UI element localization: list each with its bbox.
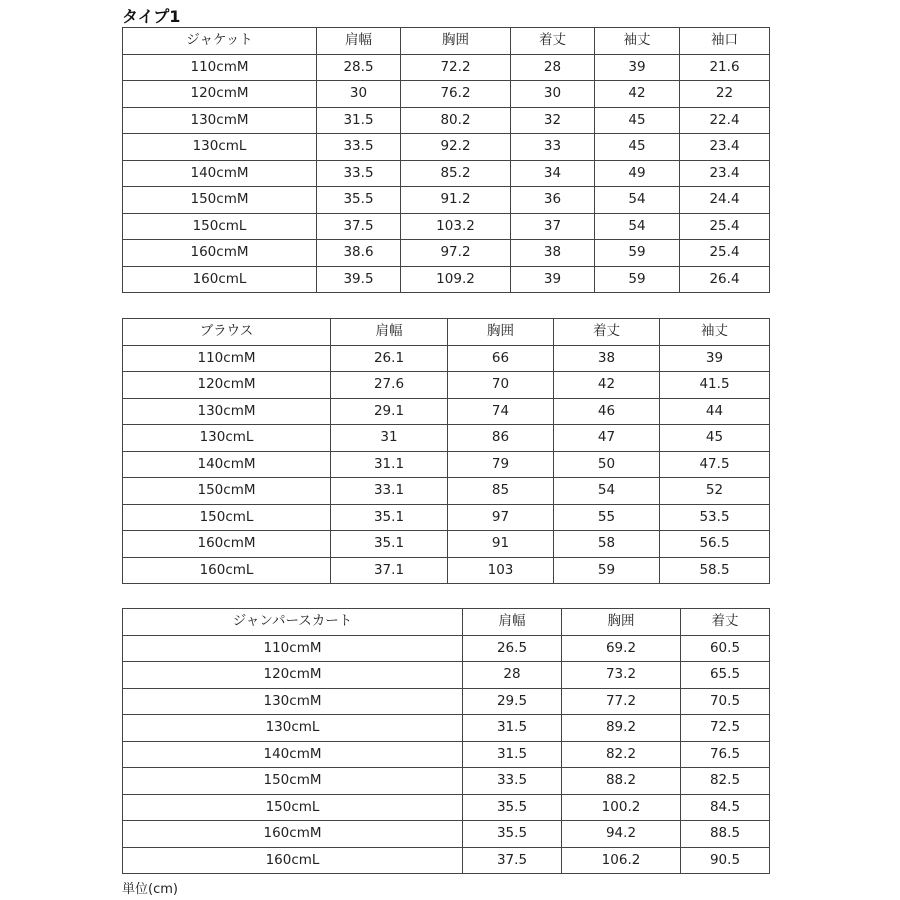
measurement-cell: 22 [680,81,770,108]
measurement-cell: 38.6 [317,240,401,267]
size-label-cell: 160cmL [123,266,317,293]
table-row [123,635,770,662]
measurement-cell: 29.5 [463,688,562,715]
table-row [123,107,770,134]
size-label-cell: 130cmM [123,107,317,134]
measurement-cell: 35.5 [463,821,562,848]
measurement-cell: 66 [448,345,554,372]
size-label-cell: 150cmL [123,794,463,821]
measurement-header: 胸囲 [401,28,511,55]
measurement-header: 肩幅 [463,609,562,636]
measurement-cell: 58.5 [660,557,770,584]
measurement-cell: 45 [595,107,680,134]
table-row [123,425,770,452]
measurement-cell: 31.1 [331,451,448,478]
size-label-cell: 160cmL [123,847,463,874]
measurement-cell: 35.5 [463,794,562,821]
measurement-cell: 37.5 [317,213,401,240]
measurement-cell: 26.4 [680,266,770,293]
measurement-cell: 97.2 [401,240,511,267]
table-row [123,688,770,715]
measurement-cell: 69.2 [562,635,681,662]
measurement-cell: 72.5 [681,715,770,742]
measurement-cell: 47.5 [660,451,770,478]
size-label-cell: 150cmM [123,768,463,795]
size-label-cell: 150cmL [123,504,331,531]
table-row [123,531,770,558]
measurement-cell: 28 [463,662,562,689]
measurement-cell: 23.4 [680,160,770,187]
measurement-header: 肩幅 [331,319,448,346]
measurement-cell: 33.5 [317,160,401,187]
size-label-cell: 160cmM [123,240,317,267]
measurement-cell: 86 [448,425,554,452]
measurement-cell: 72.2 [401,54,511,81]
page-title: タイプ1 [122,7,181,26]
measurement-cell: 56.5 [660,531,770,558]
measurement-cell: 35.5 [317,187,401,214]
size-label-cell: 150cmM [123,478,331,505]
measurement-cell: 103 [448,557,554,584]
table-row [123,794,770,821]
measurement-cell: 37 [511,213,595,240]
table-row [123,160,770,187]
measurement-cell: 38 [554,345,660,372]
measurement-cell: 53.5 [660,504,770,531]
measurement-cell: 42 [554,372,660,399]
measurement-cell: 103.2 [401,213,511,240]
table-row [123,847,770,874]
measurement-header: 着丈 [511,28,595,55]
measurement-cell: 24.4 [680,187,770,214]
measurement-cell: 39 [595,54,680,81]
measurement-cell: 88.5 [681,821,770,848]
measurement-cell: 35.1 [331,531,448,558]
measurement-cell: 31 [331,425,448,452]
table-row [123,134,770,161]
measurement-cell: 55 [554,504,660,531]
measurement-cell: 47 [554,425,660,452]
table-row [123,741,770,768]
measurement-cell: 85.2 [401,160,511,187]
size-label-cell: 140cmM [123,451,331,478]
measurement-cell: 21.6 [680,54,770,81]
measurement-cell: 37.1 [331,557,448,584]
table-row [123,398,770,425]
measurement-cell: 89.2 [562,715,681,742]
measurement-cell: 31.5 [463,715,562,742]
measurement-cell: 97 [448,504,554,531]
measurement-cell: 74 [448,398,554,425]
measurement-cell: 92.2 [401,134,511,161]
measurement-cell: 28.5 [317,54,401,81]
table-row [123,266,770,293]
size-label-cell: 160cmL [123,557,331,584]
size-label-cell: 120cmM [123,372,331,399]
measurement-header: 着丈 [681,609,770,636]
garment-name-header: ジャケット [123,28,317,55]
measurement-cell: 90.5 [681,847,770,874]
measurement-cell: 91 [448,531,554,558]
size-label-cell: 110cmM [123,635,463,662]
measurement-cell: 33.5 [463,768,562,795]
measurement-cell: 50 [554,451,660,478]
measurement-cell: 34 [511,160,595,187]
measurement-cell: 94.2 [562,821,681,848]
measurement-cell: 36 [511,187,595,214]
measurement-cell: 29.1 [331,398,448,425]
table-row [123,768,770,795]
measurement-cell: 60.5 [681,635,770,662]
measurement-cell: 106.2 [562,847,681,874]
measurement-cell: 70.5 [681,688,770,715]
measurement-cell: 25.4 [680,213,770,240]
size-label-cell: 130cmL [123,134,317,161]
measurement-cell: 46 [554,398,660,425]
measurement-cell: 35.1 [331,504,448,531]
measurement-cell: 33 [511,134,595,161]
size-label-cell: 130cmM [123,398,331,425]
measurement-cell: 52 [660,478,770,505]
measurement-cell: 91.2 [401,187,511,214]
measurement-cell: 39.5 [317,266,401,293]
measurement-cell: 33.5 [317,134,401,161]
table-row [123,478,770,505]
measurement-cell: 88.2 [562,768,681,795]
measurement-cell: 70 [448,372,554,399]
measurement-header: 胸囲 [448,319,554,346]
measurement-cell: 54 [554,478,660,505]
measurement-cell: 44 [660,398,770,425]
size-label-cell: 130cmL [123,715,463,742]
measurement-cell: 84.5 [681,794,770,821]
measurement-cell: 31.5 [463,741,562,768]
measurement-cell: 54 [595,187,680,214]
table-header-row [123,28,770,55]
measurement-cell: 39 [511,266,595,293]
measurement-cell: 33.1 [331,478,448,505]
table-row [123,345,770,372]
table-row [123,715,770,742]
measurement-cell: 82.5 [681,768,770,795]
measurement-cell: 77.2 [562,688,681,715]
table-row [123,821,770,848]
table-header-row [123,609,770,636]
measurement-cell: 45 [660,425,770,452]
blouse-size-table [122,318,770,584]
measurement-cell: 31.5 [317,107,401,134]
size-label-cell: 120cmM [123,81,317,108]
size-label-cell: 150cmM [123,187,317,214]
table-row [123,662,770,689]
measurement-cell: 100.2 [562,794,681,821]
measurement-header: 着丈 [554,319,660,346]
garment-name-header: ジャンパースカート [123,609,463,636]
measurement-cell: 41.5 [660,372,770,399]
measurement-header: 肩幅 [317,28,401,55]
size-label-cell: 140cmM [123,160,317,187]
measurement-cell: 25.4 [680,240,770,267]
size-label-cell: 130cmM [123,688,463,715]
measurement-cell: 37.5 [463,847,562,874]
table-row [123,54,770,81]
size-label-cell: 160cmM [123,821,463,848]
measurement-cell: 32 [511,107,595,134]
measurement-header: 胸囲 [562,609,681,636]
table-row [123,372,770,399]
table-row [123,557,770,584]
size-label-cell: 130cmL [123,425,331,452]
measurement-cell: 39 [660,345,770,372]
measurement-cell: 27.6 [331,372,448,399]
unit-note: 単位(cm) [122,882,178,897]
measurement-cell: 22.4 [680,107,770,134]
table-row [123,187,770,214]
measurement-cell: 79 [448,451,554,478]
measurement-cell: 73.2 [562,662,681,689]
size-label-cell: 110cmM [123,54,317,81]
measurement-cell: 59 [595,266,680,293]
size-label-cell: 150cmL [123,213,317,240]
table-row [123,451,770,478]
measurement-cell: 45 [595,134,680,161]
table-row [123,240,770,267]
measurement-cell: 58 [554,531,660,558]
jumper-skirt-size-table [122,608,770,874]
table-row [123,504,770,531]
size-label-cell: 120cmM [123,662,463,689]
measurement-cell: 109.2 [401,266,511,293]
measurement-cell: 28 [511,54,595,81]
measurement-cell: 76.2 [401,81,511,108]
measurement-cell: 42 [595,81,680,108]
size-label-cell: 160cmM [123,531,331,558]
measurement-cell: 26.5 [463,635,562,662]
size-label-cell: 140cmM [123,741,463,768]
size-label-cell: 110cmM [123,345,331,372]
measurement-cell: 49 [595,160,680,187]
measurement-cell: 59 [554,557,660,584]
measurement-cell: 65.5 [681,662,770,689]
measurement-cell: 59 [595,240,680,267]
measurement-cell: 26.1 [331,345,448,372]
measurement-cell: 38 [511,240,595,267]
measurement-cell: 80.2 [401,107,511,134]
table-row [123,81,770,108]
measurement-cell: 82.2 [562,741,681,768]
measurement-header: 袖口 [680,28,770,55]
table-row [123,213,770,240]
measurement-cell: 30 [317,81,401,108]
measurement-cell: 54 [595,213,680,240]
garment-name-header: ブラウス [123,319,331,346]
measurement-cell: 23.4 [680,134,770,161]
measurement-cell: 30 [511,81,595,108]
measurement-header: 袖丈 [660,319,770,346]
measurement-cell: 76.5 [681,741,770,768]
measurement-header: 袖丈 [595,28,680,55]
table-header-row [123,319,770,346]
measurement-cell: 85 [448,478,554,505]
jacket-size-table [122,27,770,293]
